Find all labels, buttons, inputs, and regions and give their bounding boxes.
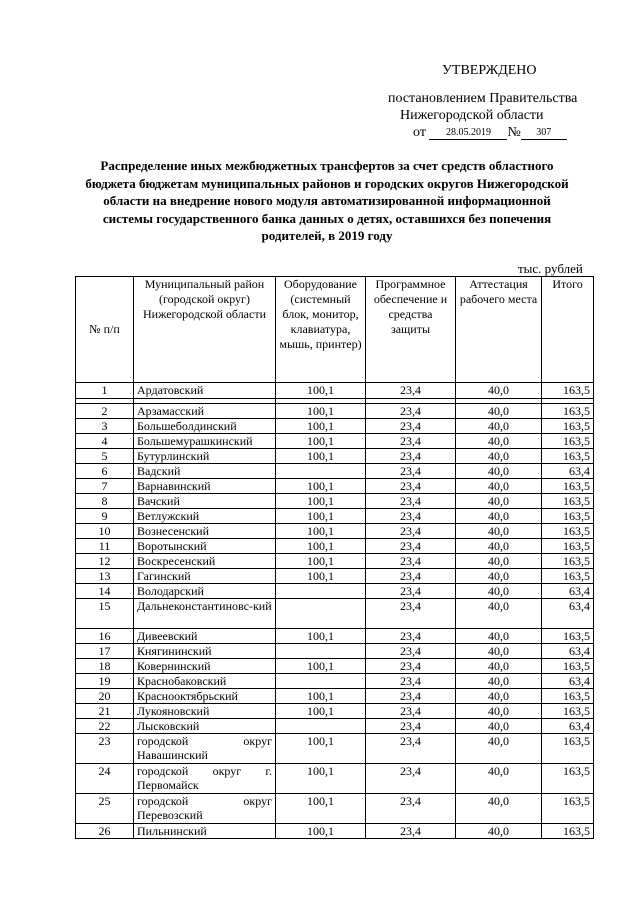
table-row: [76, 794, 594, 824]
row-total: 163,5: [542, 404, 594, 419]
row-equipment: 100,1: [276, 509, 366, 524]
row-equipment: 100,1: [276, 764, 366, 794]
row-software: 23,4: [366, 539, 456, 554]
table-row: [76, 494, 594, 509]
row-software: 23,4: [366, 659, 456, 674]
table-row: [76, 734, 594, 764]
header-district: Муниципальный район (городской округ) Нижегородской области: [134, 277, 276, 383]
table-row: [76, 464, 594, 479]
row-attestation: 40,0: [456, 629, 542, 644]
row-district: Вачский: [134, 494, 276, 509]
row-equipment: 100,1: [276, 689, 366, 704]
row-number: 11: [76, 539, 134, 554]
row-total: 163,5: [542, 764, 594, 794]
table-row: [76, 524, 594, 539]
row-district: Вадский: [134, 464, 276, 479]
row-total: 163,5: [542, 479, 594, 494]
row-software: 23,4: [366, 479, 456, 494]
row-district: Лысковский: [134, 719, 276, 734]
row-attestation: 40,0: [456, 599, 542, 629]
row-total: 63,4: [542, 584, 594, 599]
row-attestation: 40,0: [456, 494, 542, 509]
row-total: 163,5: [542, 569, 594, 584]
table-row: [76, 629, 594, 644]
row-attestation: 40,0: [456, 434, 542, 449]
row-equipment: [276, 644, 366, 659]
approval-stamp: УТВЕРЖДЕНО: [442, 63, 537, 78]
row-number: 10: [76, 524, 134, 539]
row-total: 163,5: [542, 383, 594, 399]
row-district: Пильнинский: [134, 824, 276, 839]
row-total: 163,5: [542, 824, 594, 839]
table-header-row: [76, 277, 594, 383]
approval-number: 307: [521, 127, 567, 140]
row-equipment: 100,1: [276, 434, 366, 449]
row-number: 14: [76, 584, 134, 599]
row-total: 163,5: [542, 794, 594, 824]
row-software: 23,4: [366, 689, 456, 704]
row-equipment: 100,1: [276, 629, 366, 644]
row-number: 23: [76, 734, 134, 764]
row-district: Варнавинский: [134, 479, 276, 494]
table-row: [76, 419, 594, 434]
row-attestation: 40,0: [456, 569, 542, 584]
row-software: 23,4: [366, 404, 456, 419]
row-equipment: 100,1: [276, 824, 366, 839]
row-district: Краснооктябрьский: [134, 689, 276, 704]
row-software: 23,4: [366, 584, 456, 599]
row-district: Дивеевский: [134, 629, 276, 644]
row-district: Большемурашкинский: [134, 434, 276, 449]
unit-label: тыс. рублей: [518, 261, 583, 276]
row-total: 163,5: [542, 704, 594, 719]
table-row: [76, 719, 594, 734]
row-district: Арзамасский: [134, 404, 276, 419]
row-equipment: 100,1: [276, 704, 366, 719]
row-number: 18: [76, 659, 134, 674]
row-attestation: 40,0: [456, 554, 542, 569]
row-equipment: 100,1: [276, 569, 366, 584]
row-attestation: 40,0: [456, 824, 542, 839]
row-software: 23,4: [366, 599, 456, 629]
row-attestation: 40,0: [456, 644, 542, 659]
row-equipment: 100,1: [276, 404, 366, 419]
row-district: городской округ г. Первомайск: [134, 764, 276, 794]
table-row: [76, 689, 594, 704]
row-number: 9: [76, 509, 134, 524]
number-label: №: [507, 125, 521, 140]
row-software: 23,4: [366, 794, 456, 824]
row-number: 24: [76, 764, 134, 794]
row-number: 17: [76, 644, 134, 659]
row-equipment: 100,1: [276, 659, 366, 674]
row-equipment: [276, 719, 366, 734]
row-district: Воротынский: [134, 539, 276, 554]
row-attestation: 40,0: [456, 734, 542, 764]
row-total: 163,5: [542, 524, 594, 539]
row-total: 163,5: [542, 734, 594, 764]
row-total: 163,5: [542, 659, 594, 674]
row-district: городской округ Навашинский: [134, 734, 276, 764]
row-attestation: 40,0: [456, 689, 542, 704]
row-total: 163,5: [542, 539, 594, 554]
table-row: [76, 824, 594, 839]
row-equipment: 100,1: [276, 554, 366, 569]
approval-date-line: [413, 124, 567, 142]
row-number: 4: [76, 434, 134, 449]
table-row: [76, 383, 594, 399]
header-equipment: Оборудование (системный блок, монитор, клавиатура, мышь, принтер): [276, 277, 366, 383]
row-district: Вознесенский: [134, 524, 276, 539]
table-row: [76, 644, 594, 659]
row-number: 16: [76, 629, 134, 644]
row-district: Володарский: [134, 584, 276, 599]
row-number: 21: [76, 704, 134, 719]
row-attestation: 40,0: [456, 584, 542, 599]
row-total: 163,5: [542, 629, 594, 644]
row-attestation: 40,0: [456, 674, 542, 689]
approval-line-2: Нижегородской области: [400, 108, 544, 123]
row-district: Ковернинский: [134, 659, 276, 674]
row-software: 23,4: [366, 719, 456, 734]
from-label: от: [413, 125, 426, 140]
row-total: 163,5: [542, 509, 594, 524]
row-total: 163,5: [542, 449, 594, 464]
row-district: Ветлужский: [134, 509, 276, 524]
row-total: 163,5: [542, 434, 594, 449]
row-equipment: 100,1: [276, 419, 366, 434]
table-row: [76, 479, 594, 494]
row-software: 23,4: [366, 383, 456, 399]
row-total: 63,4: [542, 674, 594, 689]
row-number: 5: [76, 449, 134, 464]
row-software: 23,4: [366, 524, 456, 539]
row-equipment: 100,1: [276, 383, 366, 399]
row-software: 23,4: [366, 434, 456, 449]
row-equipment: [276, 464, 366, 479]
row-number: 3: [76, 419, 134, 434]
row-software: 23,4: [366, 509, 456, 524]
table-row: [76, 554, 594, 569]
row-attestation: 40,0: [456, 509, 542, 524]
header-total: Итого: [542, 277, 594, 383]
row-attestation: 40,0: [456, 449, 542, 464]
row-number: 6: [76, 464, 134, 479]
row-district: Краснобаковский: [134, 674, 276, 689]
row-software: 23,4: [366, 674, 456, 689]
row-equipment: 100,1: [276, 734, 366, 764]
row-equipment: 100,1: [276, 449, 366, 464]
row-attestation: 40,0: [456, 404, 542, 419]
row-number: 7: [76, 479, 134, 494]
row-district: Бутурлинский: [134, 449, 276, 464]
row-attestation: 40,0: [456, 479, 542, 494]
row-district: Лукояновский: [134, 704, 276, 719]
row-equipment: 100,1: [276, 524, 366, 539]
row-software: 23,4: [366, 824, 456, 839]
row-total: 63,4: [542, 719, 594, 734]
row-number: 19: [76, 674, 134, 689]
table-row: [76, 449, 594, 464]
row-district: Гагинский: [134, 569, 276, 584]
row-number: 1: [76, 383, 134, 399]
row-attestation: 40,0: [456, 524, 542, 539]
row-software: 23,4: [366, 734, 456, 764]
row-number: 2: [76, 404, 134, 419]
row-software: 23,4: [366, 419, 456, 434]
row-equipment: [276, 584, 366, 599]
row-software: 23,4: [366, 569, 456, 584]
row-number: 20: [76, 689, 134, 704]
approval-date: 28.05.2019: [429, 127, 507, 140]
row-attestation: 40,0: [456, 719, 542, 734]
header-software: Программное обеспечение и средства защиты: [366, 277, 456, 383]
row-software: 23,4: [366, 764, 456, 794]
row-software: 23,4: [366, 554, 456, 569]
table-row: [76, 434, 594, 449]
table-row: [76, 404, 594, 419]
header-attestation: Аттестация рабочего места: [456, 277, 542, 383]
document-title: Распределение иных межбюджетных трансфертов за счет средств областного бюджета бюджетам муниципальных районов и городских округов Нижегородской области на внедрение нового модуля автоматизированной информационной системы государственного банка данных о детях, оставшихся без попечения родителей, в 2019 году: [85, 158, 569, 243]
row-total: 163,5: [542, 554, 594, 569]
row-software: 23,4: [366, 704, 456, 719]
table-body: [76, 383, 594, 839]
row-number: 26: [76, 824, 134, 839]
row-software: 23,4: [366, 494, 456, 509]
table-row: [76, 569, 594, 584]
row-equipment: 100,1: [276, 794, 366, 824]
table-row: [76, 704, 594, 719]
row-total: 163,5: [542, 494, 594, 509]
row-software: 23,4: [366, 644, 456, 659]
row-number: 12: [76, 554, 134, 569]
row-attestation: 40,0: [456, 659, 542, 674]
row-district: Княгининский: [134, 644, 276, 659]
row-number: 13: [76, 569, 134, 584]
row-attestation: 40,0: [456, 464, 542, 479]
row-total: 63,4: [542, 464, 594, 479]
row-total: 163,5: [542, 689, 594, 704]
row-equipment: 100,1: [276, 479, 366, 494]
approval-line-1: постановлением Правительства: [388, 91, 578, 106]
table-row: [76, 599, 594, 629]
transfers-table: [75, 276, 594, 839]
row-attestation: 40,0: [456, 794, 542, 824]
row-district: городской округ Перевозский: [134, 794, 276, 824]
row-district: Дальнеконстантиновс-кий: [134, 599, 276, 629]
row-total: 63,4: [542, 599, 594, 629]
row-number: 22: [76, 719, 134, 734]
row-number: 25: [76, 794, 134, 824]
row-district: Большеболдинский: [134, 419, 276, 434]
row-attestation: 40,0: [456, 704, 542, 719]
row-attestation: 40,0: [456, 539, 542, 554]
row-total: 63,4: [542, 644, 594, 659]
table-row: [76, 659, 594, 674]
table-row: [76, 509, 594, 524]
row-software: 23,4: [366, 629, 456, 644]
table-row: [76, 764, 594, 794]
row-total: 163,5: [542, 419, 594, 434]
row-attestation: 40,0: [456, 419, 542, 434]
row-software: 23,4: [366, 449, 456, 464]
table-row: [76, 674, 594, 689]
row-district: Ардатовский: [134, 383, 276, 399]
row-equipment: [276, 599, 366, 629]
row-attestation: 40,0: [456, 764, 542, 794]
row-equipment: 100,1: [276, 494, 366, 509]
table-row: [76, 584, 594, 599]
table-row: [76, 539, 594, 554]
row-number: 8: [76, 494, 134, 509]
row-equipment: 100,1: [276, 539, 366, 554]
header-number: № п/п: [76, 277, 134, 383]
row-equipment: [276, 674, 366, 689]
row-district: Воскресенский: [134, 554, 276, 569]
row-attestation: 40,0: [456, 383, 542, 399]
row-software: 23,4: [366, 464, 456, 479]
row-number: 15: [76, 599, 134, 629]
